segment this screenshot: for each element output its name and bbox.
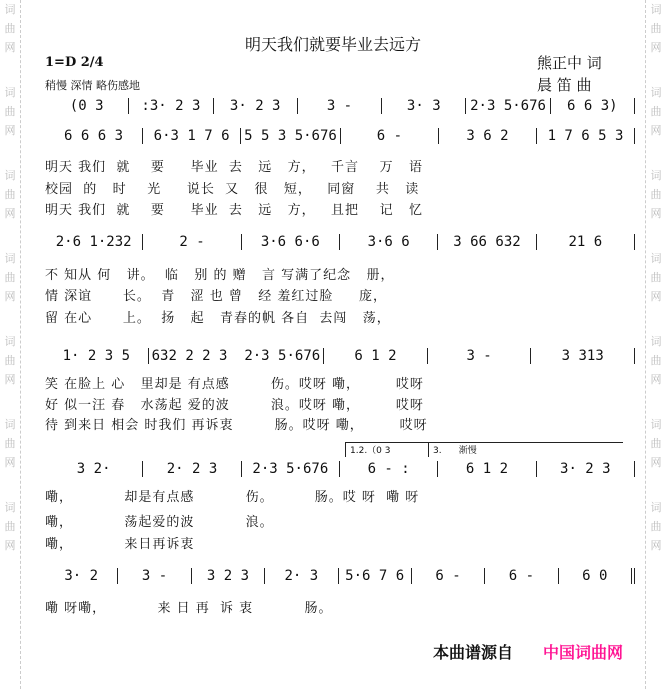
lyricist-credit: 熊正中 词 — [537, 54, 602, 72]
watermark-char: 词 — [4, 252, 16, 265]
watermark-char: 词 — [4, 86, 16, 99]
measure: 6 - — [412, 568, 485, 584]
measure: 6 - — [341, 128, 439, 144]
watermark-group — [5, 498, 16, 555]
measure: 5·6 7 6 — [339, 568, 412, 584]
measure: 3·6 6·6 — [242, 234, 340, 250]
notation-line — [45, 234, 635, 250]
watermark-char: 词 — [4, 3, 16, 16]
watermark-char: 词 — [650, 86, 662, 99]
watermark-char: 网 — [4, 41, 16, 54]
watermark-char: 曲 — [4, 188, 16, 201]
watermark-char: 词 — [650, 252, 662, 265]
lyric-line: 嘞， 却是有点感 伤。 肠。哎 呀 嘞 呀 — [45, 490, 420, 505]
watermark-char: 曲 — [650, 188, 662, 201]
measure: 3 - — [118, 568, 191, 584]
watermark-char: 曲 — [650, 22, 662, 35]
measure: 6 - — [485, 568, 558, 584]
watermark-char: 词 — [650, 335, 662, 348]
lyric-line: 不 知从 何 讲。 临 别 的 赠 言 写满了纪念 册， — [45, 268, 395, 283]
watermark-char: 词 — [4, 418, 16, 431]
key-signature: 1=D 2/4 — [45, 55, 104, 70]
watermark-char: 曲 — [650, 271, 662, 284]
watermark-char: 曲 — [4, 520, 16, 533]
measure: 2·6 1·232 — [45, 234, 143, 250]
watermark-strip-left — [0, 0, 21, 689]
lyric-line: 明天 我们 就 要 毕业 去 远 方， 且把 记 忆 — [45, 203, 423, 218]
volta-bracket: 1.2.（0 3 — [345, 442, 428, 457]
measure: 3· 2 — [45, 568, 118, 584]
watermark-char: 网 — [4, 290, 16, 303]
measure: 2 - — [143, 234, 241, 250]
measure: 3· 2 3 — [537, 461, 635, 477]
watermark-char: 曲 — [4, 437, 16, 450]
notation-line — [45, 461, 635, 477]
watermark-char: 网 — [650, 456, 662, 469]
lyric-line: 待 到来日 相会 时我们 再诉衷 肠。哎呀 嘞， 哎呀 — [45, 418, 428, 433]
lyric-line: 好 似一汪 春 水荡起 爱的波 浪。哎呀 嘞， 哎呀 — [45, 398, 424, 413]
tempo-marking: 稍慢 深情 略伤感地 — [45, 79, 140, 92]
measure: 6 1 2 — [438, 461, 536, 477]
measure: 6 6 6 3 — [45, 128, 143, 144]
measure: 6·3 1 7 6 — [143, 128, 241, 144]
measure: 6 - : — [340, 461, 438, 477]
measure: 3 313 — [531, 348, 635, 364]
watermark-char: 曲 — [4, 271, 16, 284]
measure: 1 7 6 5 3 — [537, 128, 635, 144]
watermark-char: 网 — [650, 41, 662, 54]
lyric-line: 情 深谊 长。 青 涩 也 曾 经 羞红过脸 庞， — [45, 289, 388, 304]
watermark-char: 曲 — [4, 354, 16, 367]
measure: :3· 2 3 — [129, 98, 213, 114]
watermark-char: 网 — [4, 539, 16, 552]
notation-line — [45, 568, 635, 584]
watermark-char: 网 — [4, 456, 16, 469]
watermark-char: 曲 — [650, 354, 662, 367]
watermark-group — [5, 166, 16, 223]
measure: 3 - — [428, 348, 532, 364]
notation-line — [45, 128, 635, 144]
watermark-char: 网 — [650, 207, 662, 220]
notation-line — [45, 348, 635, 364]
measure: 6 6 3) — [551, 98, 635, 114]
watermark-group — [651, 332, 662, 389]
watermark-char: 词 — [650, 418, 662, 431]
source-label: 本曲谱源自 — [433, 643, 514, 662]
measure: (0 3 — [45, 98, 129, 114]
volta-bracket: 3. 渐慢 — [428, 442, 623, 457]
measure: 1· 2 3 5 — [45, 348, 149, 364]
watermark-group — [651, 415, 662, 472]
measure: 2·3 5·676 — [466, 98, 550, 114]
measure: 21 6 — [537, 234, 635, 250]
watermark-group — [5, 249, 16, 306]
watermark-group — [5, 332, 16, 389]
measure: 3· 2 3 — [214, 98, 298, 114]
watermark-char: 网 — [4, 207, 16, 220]
watermark-char: 网 — [650, 124, 662, 137]
watermark-char: 词 — [4, 335, 16, 348]
watermark-char: 词 — [4, 169, 16, 182]
watermark-group — [651, 83, 662, 140]
lyric-line: 嘞， 荡起爱的波 浪。 — [45, 515, 274, 530]
measure: 3 2· — [45, 461, 143, 477]
watermark-group — [651, 249, 662, 306]
watermark-strip-right — [645, 0, 666, 689]
lyric-line: 留 在心 上。 扬 起 青春的帆 各自 去闯 荡， — [45, 311, 391, 326]
lyric-line: 嘞 呀嘞， 来 日 再 诉 衷 肠。 — [45, 601, 333, 616]
watermark-group — [5, 415, 16, 472]
lyric-line: 明天 我们 就 要 毕业 去 远 方， 千言 万 语 — [45, 160, 423, 175]
watermark-group — [651, 166, 662, 223]
watermark-char: 词 — [4, 501, 16, 514]
watermark-char: 曲 — [650, 105, 662, 118]
measure: 632 2 2 3 2·3 5·676 — [149, 348, 325, 364]
measure: 3 6 2 — [439, 128, 537, 144]
song-title: 明天我们就要毕业去远方 — [244, 35, 421, 54]
notation-line — [45, 98, 635, 114]
lyric-line: 校园 的 时 光 说长 又 很 短， 同窗 共 读 — [45, 182, 420, 197]
watermark-char: 曲 — [650, 520, 662, 533]
site-name-link[interactable]: 中国词曲网 — [543, 643, 624, 662]
watermark-char: 曲 — [4, 22, 16, 35]
lyric-line: 嘞， 来日再诉衷 — [45, 537, 195, 552]
watermark-char: 网 — [650, 539, 662, 552]
watermark-char: 网 — [650, 373, 662, 386]
measure: 3·6 6 — [340, 234, 438, 250]
measure: 3 66 632 — [438, 234, 536, 250]
composer-credit: 晨 笛 曲 — [537, 76, 592, 94]
watermark-char: 词 — [650, 169, 662, 182]
watermark-char: 词 — [650, 501, 662, 514]
watermark-char: 词 — [650, 3, 662, 16]
watermark-char: 网 — [4, 124, 16, 137]
measure: 3 2 3 — [192, 568, 265, 584]
measure: 3· 3 — [382, 98, 466, 114]
measure: 2· 2 3 — [143, 461, 241, 477]
measure: 2· 3 — [265, 568, 338, 584]
measure: 6 1 2 — [324, 348, 428, 364]
measure: 3 - — [298, 98, 382, 114]
watermark-char: 曲 — [650, 437, 662, 450]
watermark-char: 网 — [4, 373, 16, 386]
measure: 2·3 5·676 — [242, 461, 340, 477]
measure: 6 0 — [559, 568, 635, 584]
lyric-line: 笑 在脸上 心 里却是 有点感 伤。哎呀 嘞， 哎呀 — [45, 377, 424, 392]
measure: 5 5 3 5·676 — [241, 128, 341, 144]
watermark-char: 曲 — [4, 105, 16, 118]
watermark-group — [651, 498, 662, 555]
watermark-char: 网 — [650, 290, 662, 303]
watermark-group — [5, 83, 16, 140]
